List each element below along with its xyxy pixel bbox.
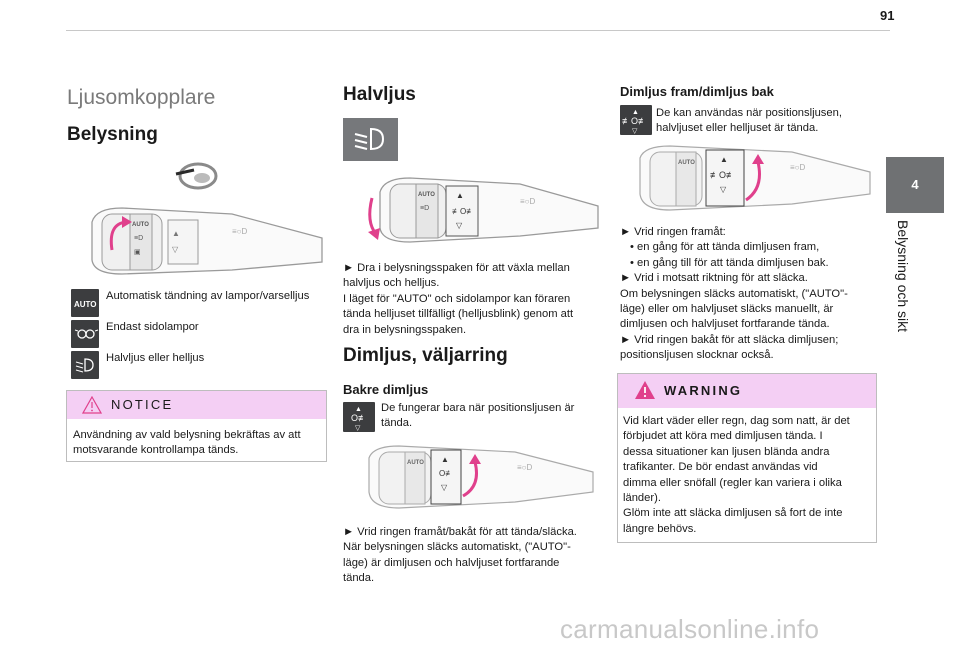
dimljus-intro [656,106,842,137]
header-divider [66,30,890,31]
rear-fog-ring-illustration [365,440,595,515]
svg-text:AUTO: AUTO [407,460,424,466]
svg-text:≡○D: ≡○D [517,463,533,472]
svg-text:≡○D: ≡○D [520,197,536,206]
svg-text:O≢: O≢ [351,413,368,423]
dimljus-steps [620,225,848,364]
sidelamps-icon [71,320,99,348]
halvljus-line: dra in belysningsspaken. [343,323,467,336]
svg-text:AUTO: AUTO [678,160,695,166]
svg-text:▽: ▽ [172,245,179,254]
section-title: Ljusomkopplare [67,86,216,109]
heading-halvljus: Halvljus [343,84,416,105]
subheading-bakre-dimljus: Bakre dimljus [343,382,429,397]
rear-fog-intro [381,401,574,432]
headlamp-icon [71,351,99,379]
warning-line: Glöm inte att släcka dimljusen så fort de inte [623,507,843,520]
notice-label: NOTICE [111,397,174,412]
svg-text:≢O≢: ≢O≢ [452,207,475,216]
chapter-title: Belysning och sikt [895,220,911,333]
svg-text:≢O≢: ≢O≢ [710,170,736,180]
dimljus-step: positionsljusen slocknar också. [620,349,774,362]
dimljus-step: • en gång till för att tända dimljusen bak. [630,256,829,269]
rear-fog-steps [343,525,577,587]
warning-line: Vid klart väder eller regn, dag som natt, är det [623,415,850,427]
svg-text:≢O≢: ≢O≢ [622,116,648,126]
auto-icon [71,289,99,317]
chapter-side-title [889,220,917,370]
halvljus-text [343,261,573,338]
warning-triangle-icon [634,380,656,400]
legend-text-headlamp: Halvljus eller helljus [106,352,205,364]
rear-fog-line: tända. [381,417,413,430]
svg-text:▽: ▽ [456,221,463,230]
heading-dimljus-fram-bak: Dimljus fram/dimljus bak [620,84,774,99]
rear-fog-step: ► Vrid ringen framåt/bakåt för att tända/släcka. [343,526,577,538]
svg-text:▽: ▽ [441,483,448,492]
front-fog-ring-illustration [636,140,872,218]
heading-belysning: Belysning [67,124,158,145]
svg-text:≡○D: ≡○D [790,163,806,172]
dimljus-step: ► Vrid ringen framåt: [620,226,726,238]
legend-text-auto: Automatisk tändning av lampor/varselljus [106,290,310,302]
svg-text:▽: ▽ [720,185,727,194]
notice-line: motsvarande kontrollampa tänds. [73,444,239,457]
notice-warning-icon [82,396,102,414]
rear-fog-line: De fungerar bara när positionsljusen är [381,402,575,414]
lighting-stalk-illustration [82,200,325,282]
svg-text:▽: ▽ [632,128,638,135]
svg-text:▲: ▲ [355,406,362,413]
svg-text:▲: ▲ [720,155,728,164]
warning-header [618,374,876,408]
dimljus-step: ► Vrid ringen bakåt för att släcka dimljusen; [620,333,839,346]
dimljus-step: • en gång för att tända dimljusen fram, [630,241,820,254]
svg-text:▲: ▲ [172,229,180,238]
halvljus-line: ► Dra i belysningsspaken för att växla mellan [343,262,570,274]
rear-fog-icon [343,402,375,432]
halvljus-stalk-illustration [360,170,600,250]
svg-text:≡○D: ≡○D [232,227,248,236]
dimljus-intro-line: De kan användas när positionsljusen, [656,107,842,119]
svg-text:≡D: ≡D [420,205,430,212]
notice-line: Användning av vald belysning bekräftas av att [73,429,301,441]
svg-text:AUTO: AUTO [132,222,149,228]
rear-fog-step: När belysningen släcks automatiskt, ("AUTO"- [343,541,571,554]
svg-text:▲: ▲ [632,109,639,116]
dimljus-step: Om belysningen släcks automatiskt, ("AUTO"- [620,287,848,300]
warning-line: länder). [623,492,661,505]
page-number: 91 [880,8,895,23]
svg-text:AUTO: AUTO [74,300,97,309]
rear-fog-step: läge) är dimljusen och halvljuset fortfarande [343,556,560,569]
svg-text:▲: ▲ [456,191,464,200]
warning-label: WARNING [664,383,743,398]
svg-text:AUTO: AUTO [418,192,435,198]
steering-wheel-illustration [172,160,220,196]
warning-line: förbjudet att köra med dimljusen tända. I [623,430,823,443]
dimljus-step: ► Vrid i motsatt riktning för att släcka. [620,272,808,285]
front-rear-fog-icon [620,105,652,135]
dimljus-step: dimljusen och halvljuset fortfarande tända. [620,318,830,331]
warning-line: längre behövs. [623,522,697,535]
dimljus-step: läge) eller om halvljuset släcks manuellt, är [620,303,834,316]
heading-dimljus-valjarring: Dimljus, väljarring [343,345,508,366]
svg-text:O≢: O≢ [439,469,454,478]
dimljus-intro-line: halvljuset eller helljuset är tända. [656,122,819,135]
rear-fog-step: tända. [343,572,375,585]
svg-text:≡D: ≡D [134,235,144,242]
svg-text:▽: ▽ [355,425,361,432]
halvljus-line: halvljus och helljus. [343,277,440,290]
watermark[interactable]: carmanualsonline.info [560,614,820,644]
notice-header [67,391,326,419]
legend-text-sidelamps: Endast sidolampor [106,321,199,333]
halvljus-line: tända helljuset tillfälligt (helljusblink) genom att [343,308,574,321]
halvljus-line: I läget för "AUTO" och sidolampor kan föraren [343,292,571,305]
chapter-tab[interactable]: 4 [886,157,944,213]
notice-box [66,390,327,462]
svg-text:▲: ▲ [441,455,449,464]
warning-line: dimma eller snöfall (regler kan variera i olika [623,476,842,489]
svg-text:▣: ▣ [134,249,141,256]
warning-box [617,373,877,543]
halvljus-icon [343,118,398,161]
warning-line: trafikanter. De bör endast användas vid [623,461,818,474]
warning-line: dessa situationer kan ljusen blända andra [623,445,830,458]
